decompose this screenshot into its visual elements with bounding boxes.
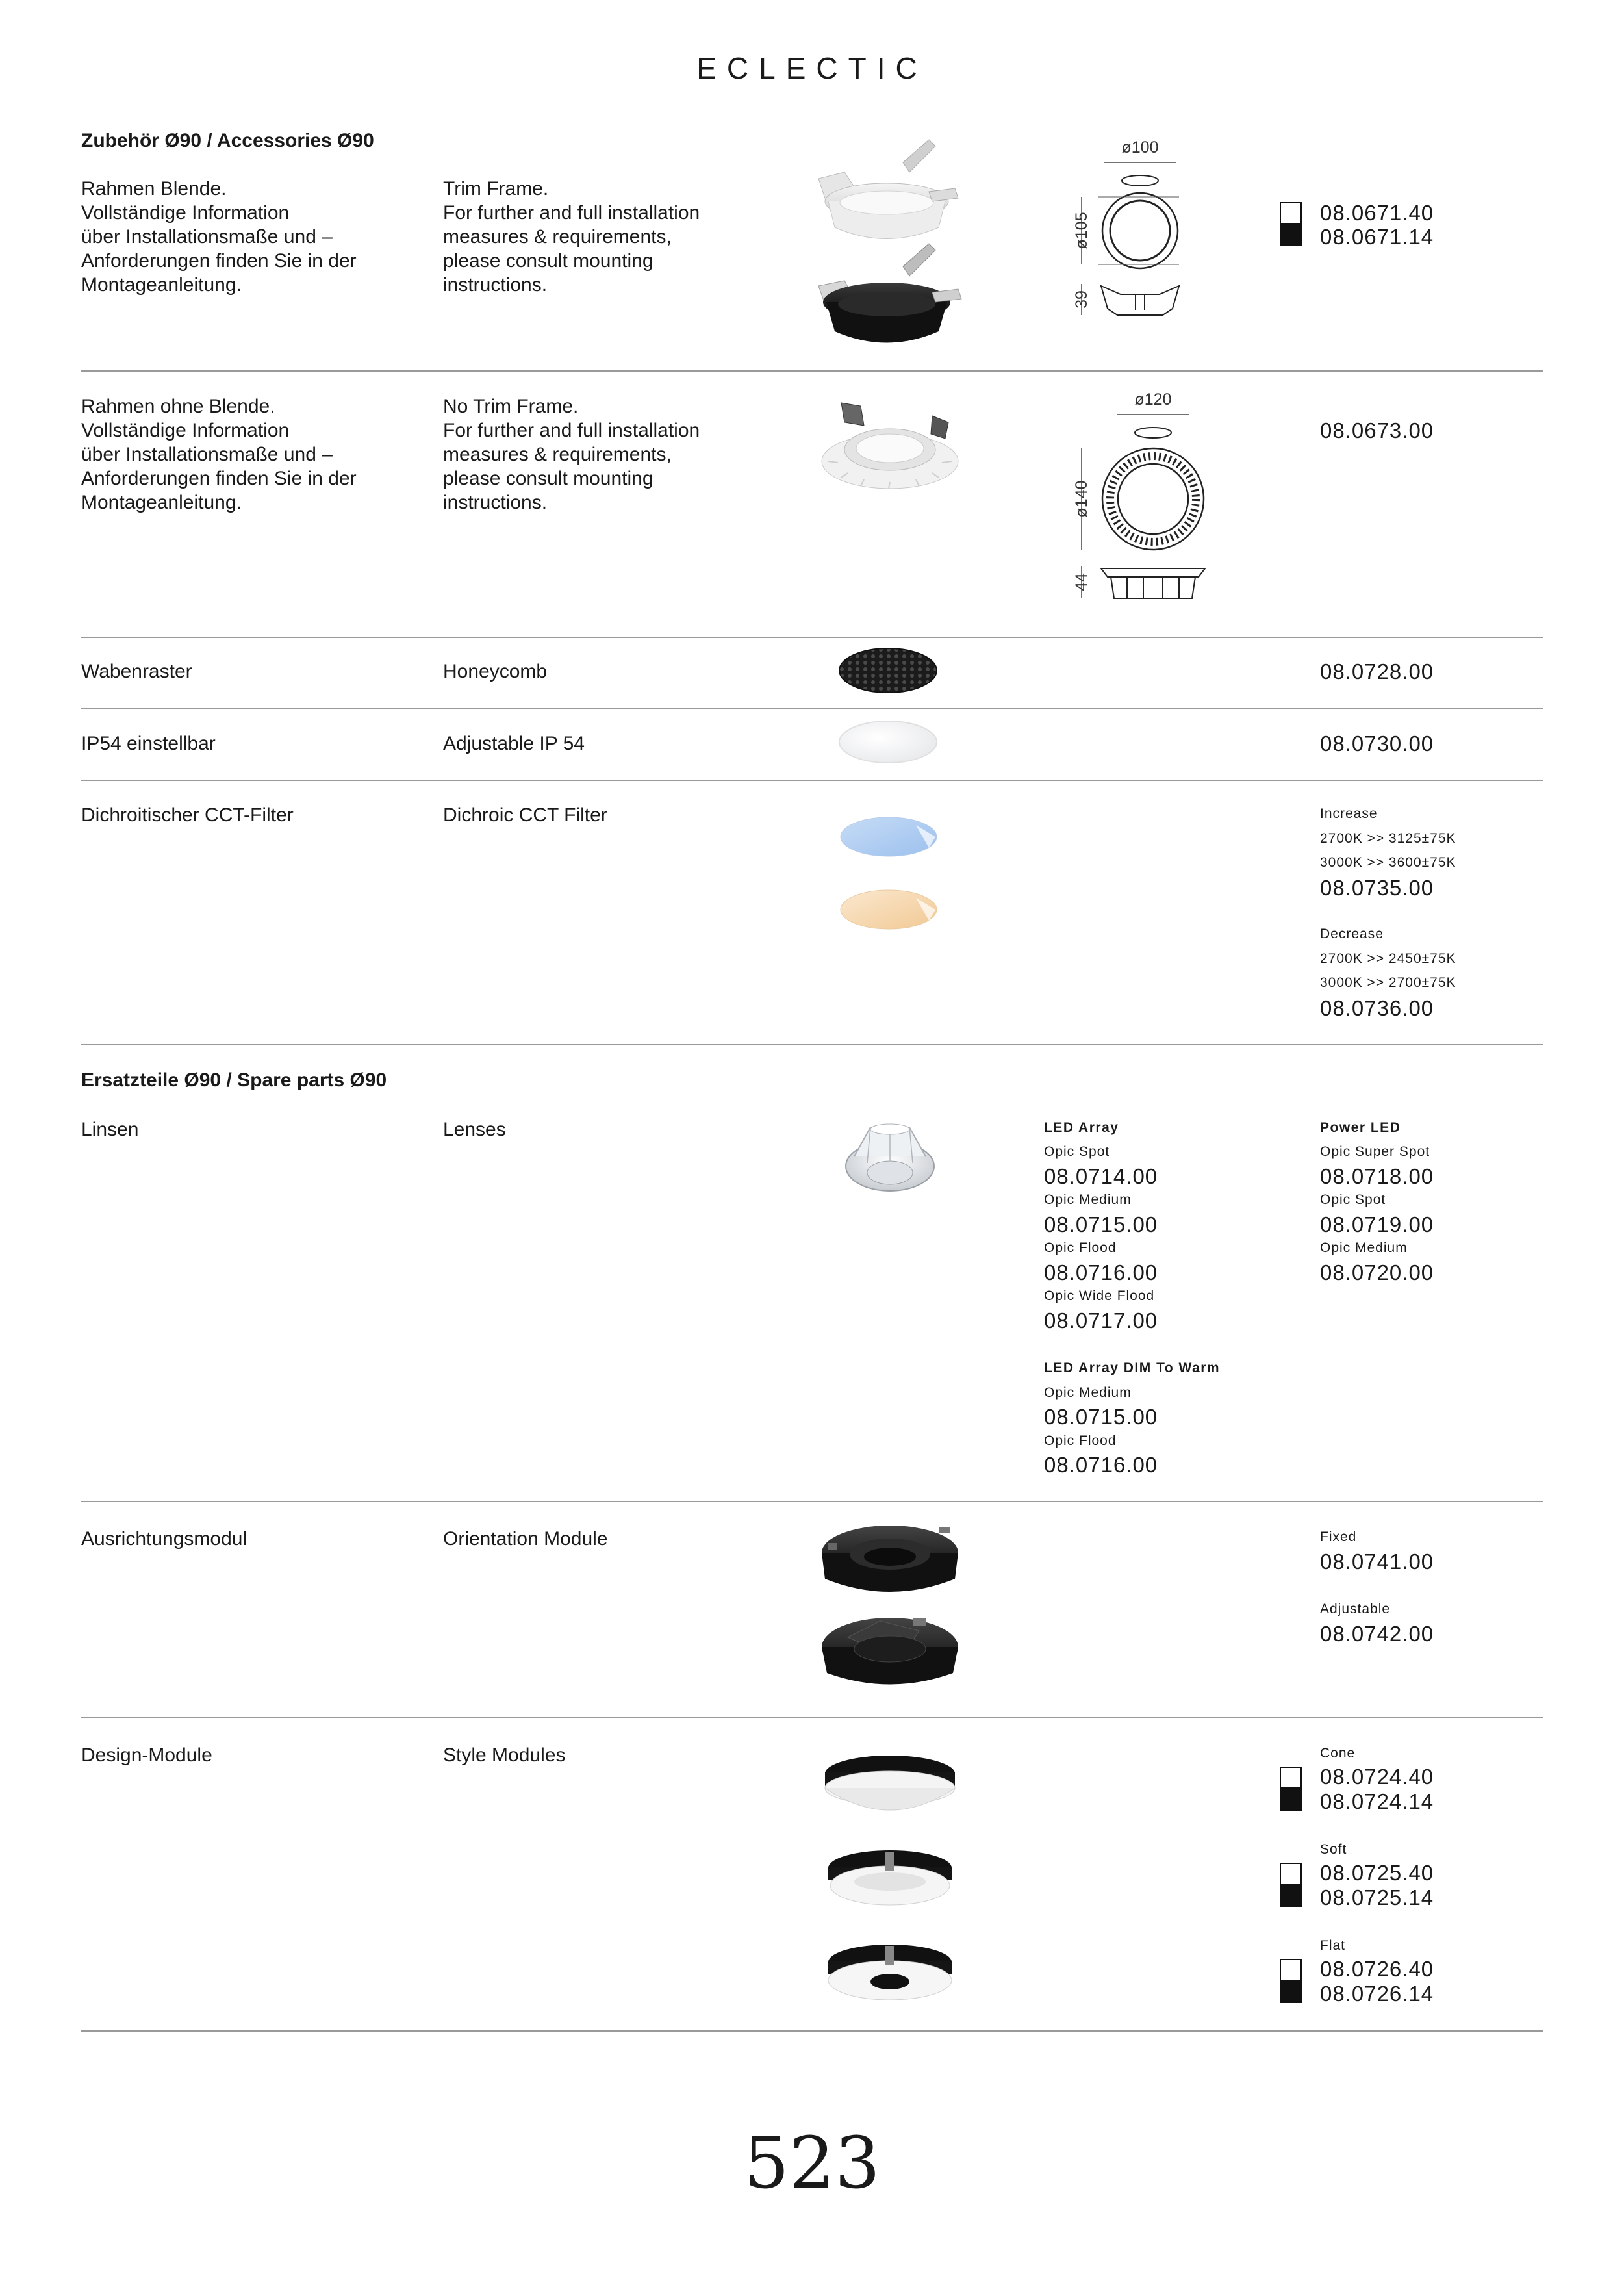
swatch-black <box>1280 1789 1302 1811</box>
cct-increase-line1: 2700K >> 3125±75K <box>1320 831 1456 846</box>
trim-frame-en: Trim Frame. For further and full installation measures & requirements, please consult mounting instructions. <box>443 178 700 296</box>
led-array-item-code: 08.0714.00 <box>1044 1164 1158 1188</box>
power-led-item-code: 08.0720.00 <box>1320 1260 1434 1284</box>
honeycomb-code: 08.0728.00 <box>1320 659 1434 683</box>
orientation-adjustable-code: 08.0742.00 <box>1320 1622 1434 1646</box>
orientation-module-de: Ausrichtungsmodul <box>81 1528 247 1550</box>
orientation-fixed-label: Fixed <box>1320 1529 1357 1544</box>
trim-frame-product-image <box>806 136 968 344</box>
page-number: 523 <box>744 2121 880 2204</box>
trim-frame-code-white: 08.0671.40 <box>1320 201 1434 225</box>
swatch-white <box>1280 202 1302 224</box>
lenses-de: Linsen <box>81 1119 139 1140</box>
lenses-en: Lenses <box>443 1119 506 1140</box>
dim-to-warm-item-label: Opic Medium <box>1044 1385 1132 1400</box>
ip54-de: IP54 einstellbar <box>81 733 216 754</box>
led-array-item-label: Opic Medium <box>1044 1192 1132 1207</box>
swatch-black <box>1280 224 1302 246</box>
cct-increase-label: Increase <box>1320 806 1378 821</box>
orientation-module-product-image <box>815 1507 965 1696</box>
dim-height-label: 44 <box>1072 573 1091 591</box>
honeycomb-en: Honeycomb <box>443 661 548 682</box>
swatch-white <box>1280 1959 1302 1981</box>
section-title-accessories: Zubehör Ø90 / Accessories Ø90 <box>81 130 374 151</box>
no-trim-frame-de: Rahmen ohne Blende. Vollständige Information über Installationsmaße und – Anforderungen finden Sie in der Montageanleitung. <box>81 396 357 513</box>
honeycomb-de: Wabenraster <box>81 661 192 682</box>
dim-height-label: 39 <box>1072 290 1091 309</box>
divider <box>81 1717 1543 1718</box>
style-flat-code-black: 08.0726.14 <box>1320 1982 1434 2006</box>
divider <box>81 370 1543 372</box>
cct-decrease-line1: 2700K >> 2450±75K <box>1320 951 1456 966</box>
power-led-item-label: Opic Super Spot <box>1320 1144 1430 1159</box>
led-array-title: LED Array <box>1044 1120 1119 1135</box>
ip54-en: Adjustable IP 54 <box>443 733 585 754</box>
trim-frame-code-black: 08.0671.14 <box>1320 225 1434 249</box>
style-soft-code-white: 08.0725.40 <box>1320 1861 1434 1885</box>
dim-to-warm-title: LED Array DIM To Warm <box>1044 1361 1221 1375</box>
swatch-black <box>1280 1885 1302 1907</box>
style-cone-code-white: 08.0724.40 <box>1320 1765 1434 1789</box>
style-modules-product-image <box>815 1748 965 2021</box>
cct-increase-line2: 3000K >> 3600±75K <box>1320 855 1456 870</box>
led-array-item-code: 08.0717.00 <box>1044 1309 1158 1333</box>
trim-frame-dimension-drawing <box>1065 140 1215 335</box>
cct-decrease-label: Decrease <box>1320 926 1384 941</box>
section-title-spare-parts: Ersatzteile Ø90 / Spare parts Ø90 <box>81 1069 387 1091</box>
dim-side-label: ø105 <box>1072 212 1091 249</box>
style-modules-de: Design-Module <box>81 1744 212 1766</box>
divider <box>81 708 1543 709</box>
dim-side-label: ø140 <box>1072 480 1091 518</box>
power-led-title: Power LED <box>1320 1120 1401 1135</box>
orientation-module-en: Orientation Module <box>443 1528 608 1550</box>
cct-filter-en: Dichroic CCT Filter <box>443 804 607 826</box>
dim-top-label: ø120 <box>1134 390 1172 409</box>
style-cone-label: Cone <box>1320 1746 1356 1761</box>
lens-product-image <box>841 1118 939 1202</box>
style-soft-code-black: 08.0725.14 <box>1320 1885 1434 1910</box>
trim-frame-de: Rahmen Blende. Vollständige Information über Installationsmaße und – Anforderungen finden Sie in der Montageanleitung. <box>81 178 357 296</box>
style-modules-en: Style Modules <box>443 1744 566 1766</box>
divider <box>81 637 1543 638</box>
led-array-item-code: 08.0715.00 <box>1044 1212 1158 1236</box>
dim-to-warm-item-code: 08.0716.00 <box>1044 1453 1158 1477</box>
no-trim-frame-code: 08.0673.00 <box>1320 418 1434 442</box>
led-array-item-label: Opic Flood <box>1044 1240 1117 1255</box>
led-array-item-label: Opic Spot <box>1044 1144 1110 1159</box>
brand-title: ECLECTIC <box>696 51 928 85</box>
no-trim-frame-en: No Trim Frame. For further and full installation measures & requirements, please consult mounting instructions. <box>443 396 700 513</box>
cct-decrease-code: 08.0736.00 <box>1320 996 1434 1020</box>
no-trim-frame-product-image <box>815 390 965 500</box>
cct-filter-de: Dichroitischer CCT-Filter <box>81 804 294 826</box>
cct-increase-code: 08.0735.00 <box>1320 876 1434 900</box>
honeycomb-product-image <box>838 646 939 695</box>
swatch-black <box>1280 1981 1302 2003</box>
ip54-code: 08.0730.00 <box>1320 732 1434 756</box>
power-led-item-code: 08.0719.00 <box>1320 1212 1434 1236</box>
no-trim-frame-dimension-drawing <box>1065 392 1221 606</box>
led-array-item-code: 08.0716.00 <box>1044 1260 1158 1284</box>
power-led-item-label: Opic Spot <box>1320 1192 1386 1207</box>
style-cone-code-black: 08.0724.14 <box>1320 1789 1434 1813</box>
divider <box>81 1044 1543 1045</box>
dim-top-label: ø100 <box>1121 138 1159 157</box>
power-led-item-label: Opic Medium <box>1320 1240 1408 1255</box>
style-flat-code-white: 08.0726.40 <box>1320 1957 1434 1981</box>
divider <box>81 1501 1543 1502</box>
led-array-item-label: Opic Wide Flood <box>1044 1288 1155 1303</box>
divider <box>81 2030 1543 2032</box>
dim-to-warm-item-code: 08.0715.00 <box>1044 1405 1158 1429</box>
cct-filter-product-image <box>838 812 942 942</box>
divider <box>81 780 1543 781</box>
cct-decrease-line2: 3000K >> 2700±75K <box>1320 975 1456 990</box>
power-led-item-code: 08.0718.00 <box>1320 1164 1434 1188</box>
style-flat-label: Flat <box>1320 1938 1346 1953</box>
ip54-product-image <box>838 718 939 767</box>
style-soft-label: Soft <box>1320 1842 1347 1857</box>
swatch-white <box>1280 1863 1302 1885</box>
orientation-fixed-code: 08.0741.00 <box>1320 1550 1434 1574</box>
swatch-white <box>1280 1767 1302 1789</box>
orientation-adjustable-label: Adjustable <box>1320 1602 1391 1616</box>
dim-to-warm-item-label: Opic Flood <box>1044 1433 1117 1448</box>
